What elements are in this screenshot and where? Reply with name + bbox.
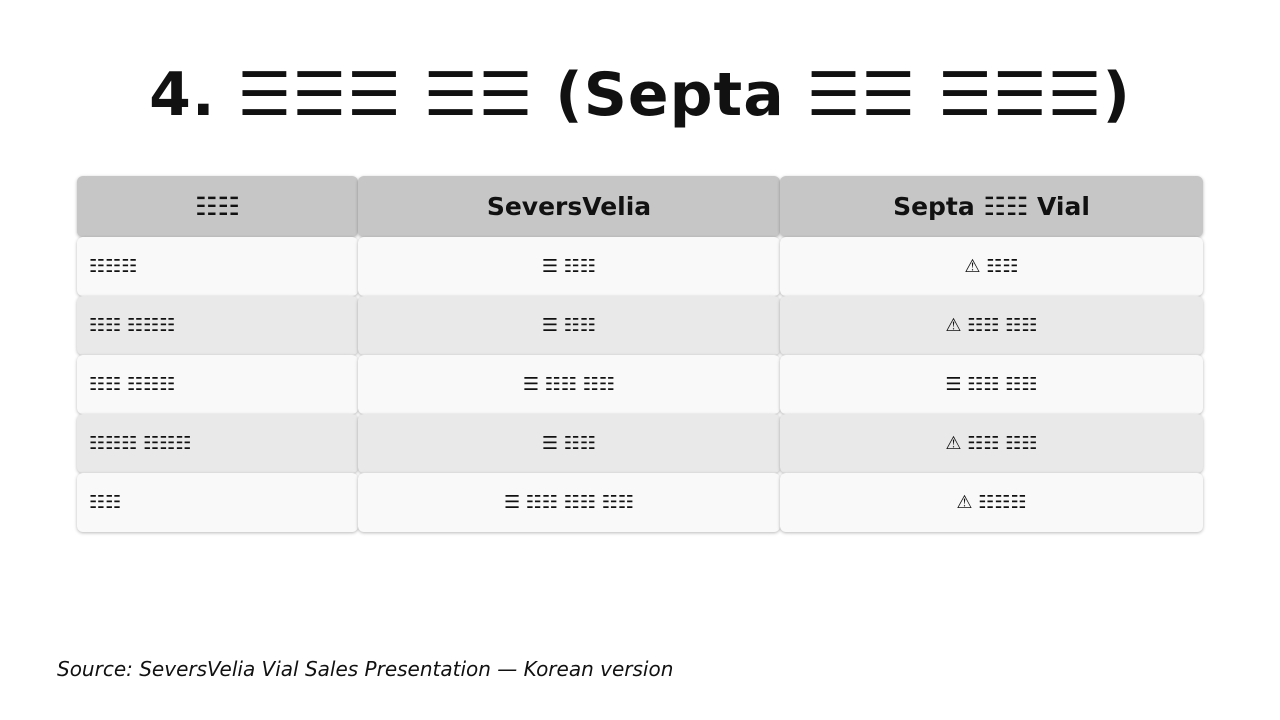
seversvelia-cell: ☰ ☷☷ (358, 414, 780, 473)
slide-title: 4. ☰☰☰ ☰☰ (Septa ☰☰ ☰☰☰) (149, 60, 1131, 130)
seversvelia-cell: ☰ ☷☷ ☷☷ ☷☷ (358, 473, 780, 532)
row-label-cell: ☷☷ ☷☷☷ (77, 355, 358, 414)
table-row (77, 296, 1203, 355)
table-header-row (77, 176, 1203, 237)
table-row (77, 237, 1203, 296)
source-caption: Source: SeversVelia Vial Sales Presentation — Korean version (57, 657, 674, 681)
septa-vial-cell: ⚠ ☷☷☷ (780, 473, 1203, 532)
row-label-cell: ☷☷ (77, 473, 358, 532)
seversvelia-cell: ☰ ☷☷ (358, 296, 780, 355)
row-label-cell: ☷☷☷ ☷☷☷ (77, 414, 358, 473)
table-row (77, 355, 1203, 414)
header-cell-seversvelia: SeversVelia (358, 176, 780, 237)
header-cell-category: ☷☷ (77, 176, 358, 237)
septa-vial-cell: ☰ ☷☷ ☷☷ (780, 355, 1203, 414)
septa-vial-cell: ⚠ ☷☷ ☷☷ (780, 414, 1203, 473)
seversvelia-cell: ☰ ☷☷ (358, 237, 780, 296)
table-row (77, 414, 1203, 473)
comparison-table (77, 176, 1203, 532)
row-label-cell: ☷☷☷ (77, 237, 358, 296)
septa-vial-cell: ⚠ ☷☷ ☷☷ (780, 296, 1203, 355)
septa-vial-cell: ⚠ ☷☷ (780, 237, 1203, 296)
table-row (77, 473, 1203, 532)
row-label-cell: ☷☷ ☷☷☷ (77, 296, 358, 355)
header-cell-septa-vial: Septa ☷☷ Vial (780, 176, 1203, 237)
seversvelia-cell: ☰ ☷☷ ☷☷ (358, 355, 780, 414)
